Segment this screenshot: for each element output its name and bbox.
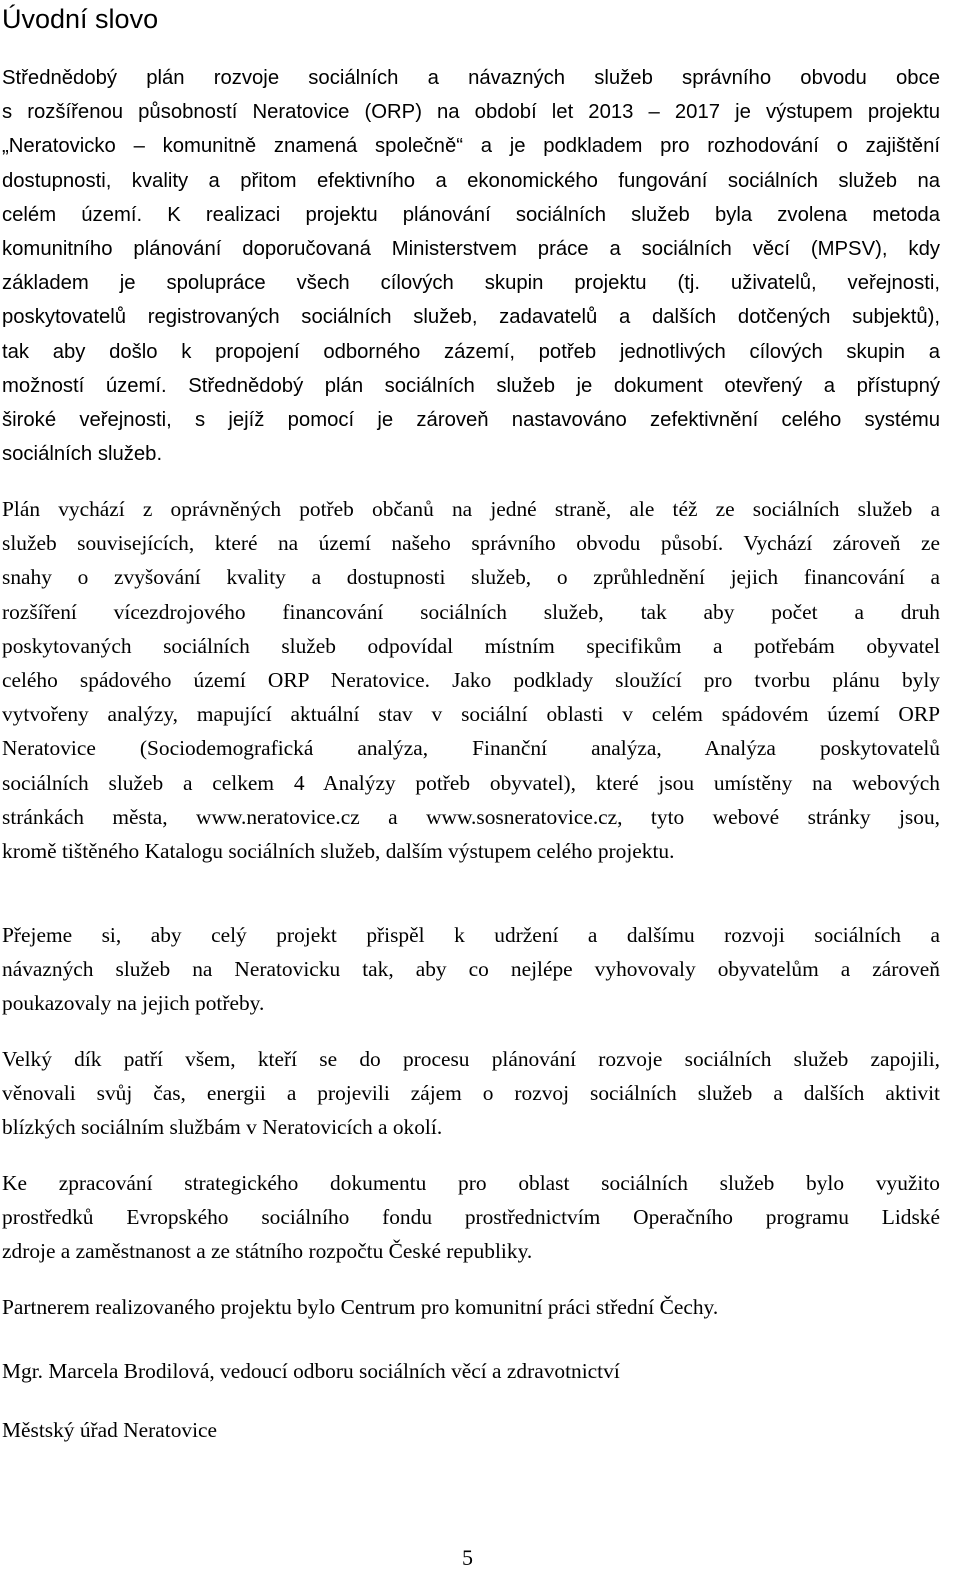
paragraph-line: s rozšířenou působností Neratovice (ORP) na období let 2013 – 2017 je výstupem projektu [2, 101, 940, 124]
paragraph-funding [2, 1166, 940, 1269]
paragraph-line: rozšíření vícezdrojového financování sociálních služeb, tak aby počet a druh [2, 599, 940, 624]
paragraph-line: návazných služeb na Neratovicku tak, aby co nejlépe vyhovovaly obyvatelům a zároveň [2, 957, 940, 982]
paragraph-line: věnovali svůj čas, energii a projevili zájem o rozvoj sociálních služeb a dalších aktivit [2, 1081, 940, 1106]
paragraph-line: široké veřejnosti, s jejíž pomocí je zároveň nastavováno zefektivnění celého systému [2, 409, 940, 432]
paragraph-wish [2, 918, 940, 1021]
paragraph-line: stránkách města, www.neratovice.cz a www.sosneratovice.cz, tyto webové stránky jsou, [2, 804, 940, 829]
paragraph-line: sociálních služeb. [2, 443, 163, 466]
paragraph-intro [2, 61, 940, 471]
paragraph-line: Střednědobý plán rozvoje sociálních a návazných služeb správního obvodu obce [2, 67, 940, 89]
paragraph-line: možností území. Střednědobý plán sociálních služeb je dokument otevřený a přístupný [2, 374, 940, 397]
paragraph-line: dostupnosti, kvality a přitom efektivního a ekonomického fungování sociálních služeb na [2, 169, 940, 192]
paragraph-line: Ke zpracování strategického dokumentu pro oblast sociálních služeb bylo využito [2, 1171, 940, 1195]
paragraph-line: poukazovaly na jejich potřeby. [2, 991, 265, 1016]
signature-office: Městský úřad Neratovice [2, 1418, 218, 1442]
paragraph-line: vytvořeny analýzy, mapující aktuální stav v sociální oblasti v celém spádovém území ORP [2, 702, 940, 727]
paragraph-line: Neratovice (Sociodemografická analýza, Finanční analýza, Analýza poskytovatelů [2, 736, 940, 761]
paragraph-line: Velký dík patří všem, kteří se do procesu plánování rozvoje sociálních služeb zapojili, [2, 1047, 940, 1071]
paragraph-line: zdroje a zaměstnanost a ze státního rozpočtu České republiky. [2, 1239, 533, 1264]
paragraph-line: blízkých sociálním službám v Neratovicích a okolí. [2, 1115, 443, 1140]
partner-statement: Partnerem realizovaného projektu bylo Centrum pro komunitní práci střední Čechy. [2, 1295, 719, 1319]
paragraph-line: celém území. K realizaci projektu plánování sociálních služeb byla zvolena metoda [2, 203, 940, 226]
paragraph-line: „Neratovicko – komunitně znamená společně“ a je podkladem pro rozhodování o zajištění [2, 135, 940, 158]
page-number: 5 [462, 1545, 473, 1570]
paragraph-line: poskytovatelů registrovaných sociálních služeb, zadavatelů a dalších dotčených subjektů), [2, 306, 940, 329]
paragraph-line: kromě tištěného Katalogu sociálních služeb, dalším výstupem celého projektu. [2, 839, 675, 864]
paragraph-line: sociálních služeb a celkem 4 Analýzy potřeb obyvatel), které jsou umístěny na webových [2, 770, 940, 795]
paragraph-line: tak aby došlo k propojení odborného zázemí, potřeb jednotlivých cílových skupin a [2, 340, 940, 363]
paragraph-line: služeb souvisejících, které na území našeho správního obvodu působí. Vychází zároveň ze [2, 531, 940, 556]
signature-name: Mgr. Marcela Brodilová, vedoucí odboru sociálních věcí a zdravotnictví [2, 1359, 620, 1383]
paragraph-line: Plán vychází z oprávněných potřeb občanů na jedné straně, ale též ze sociálních služeb a [2, 497, 940, 521]
paragraph-line: základem je spolupráce všech cílových skupin projektu (tj. uživatelů, veřejnosti, [2, 272, 940, 295]
page-title: Úvodní slovo [2, 4, 159, 34]
paragraph-plan [2, 492, 940, 868]
paragraph-line: celého spádového území ORP Neratovice. Jako podklady sloužící pro tvorbu plánu byly [2, 668, 940, 693]
paragraph-line: komunitního plánování doporučovaná Ministerstvem práce a sociálních věcí (MPSV), kdy [2, 238, 940, 261]
paragraph-line: Přejeme si, aby celý projekt přispěl k udržení a dalšímu rozvoji sociálních a [2, 923, 940, 947]
paragraph-line: poskytovaných sociálních služeb odpovídal místním specifikům a potřebám obyvatel [2, 633, 940, 658]
paragraph-thanks [2, 1042, 940, 1145]
paragraph-line: snahy o zvyšování kvality a dostupnosti služeb, o zprůhlednění jejich financování a [2, 565, 940, 590]
paragraph-line: prostředků Evropského sociálního fondu prostřednictvím Operačního programu Lidské [2, 1205, 940, 1230]
